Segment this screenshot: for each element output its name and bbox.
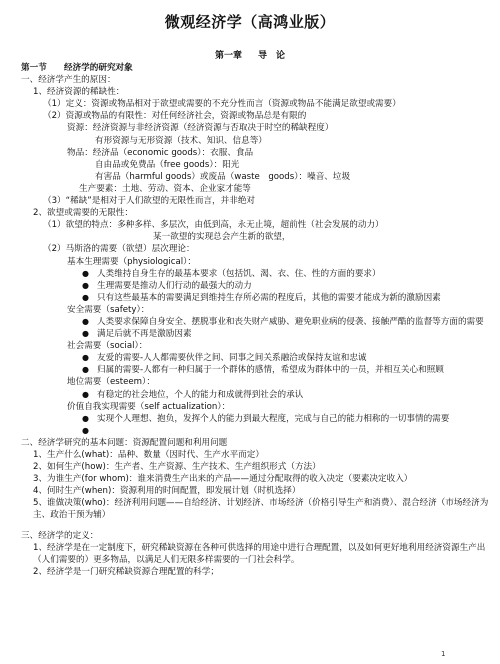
section-heading: 第一节 经济学的研究对象 (21, 63, 133, 73)
heading-1-1: 1、经济资源的稀缺性： (33, 87, 125, 98)
need-level-heading: 价值自我实现需要（self actualization）： (67, 401, 231, 412)
bullet-item: ● 归属的需要-人都有一种归属于一个群体的感情，希望成为群体中的一员，并相互关心和照顾 (21, 364, 489, 376)
bullet-item: ● 人类维持自身生存的最基本要求（包括饥、渴、衣、住、性的方面的要求） (21, 268, 489, 280)
page-number: 1 (441, 650, 446, 658)
empty-bullet-item (21, 425, 489, 437)
heading-3: 三、经济学的定义： (21, 530, 99, 541)
text-line: 3、为谁生产(for whom)：谁来消费生产出来的产品——通过分配取得的收入决定（要素决定收入） (33, 474, 413, 485)
chapter-name: 导 论 (258, 51, 286, 61)
text-line: 某一欲望的实现总会产生新的欲望， (153, 232, 291, 243)
text-line: 4、何时生产(when)：资源利用的时间配置，即发展计划（时机选择） (33, 486, 301, 497)
text-line: 有害品（harmful goods）或废品（waste goods）：噪音、垃圾 (95, 171, 351, 182)
bullet-item: ● 人类要求保障自身安全、摆脱事业和丧失财产威胁、避免职业病的侵袭、接触严酷的监督等方面的需要 (21, 316, 489, 328)
text-line: （1）定义：资源或物品相对于欲望或需要的不充分性而言（资源或物品不能满足欲望或需要） (43, 99, 401, 110)
need-level-heading: 安全需要（safety）： (67, 304, 150, 315)
need-level-heading: 地位需要（esteem）： (67, 377, 155, 388)
heading-1-2: 2、欲望或需要的无限性： (33, 208, 133, 219)
text-line: 2、经济学是一门研究稀缺资源合理配置的科学； (33, 566, 219, 577)
need-level-heading: 社会需要（social）： (67, 341, 148, 352)
chapter-number: 第一章 (214, 51, 242, 61)
text-line: 物品：经济品（economic goods）：衣服、食品 (67, 147, 254, 158)
text-line: 2、如何生产(how)：生产者、生产资源、生产技术、生产组织形式（方法） (33, 462, 321, 473)
text-line: 5、谁做决策(who)：经济利用问题——自给经济、计划经济、市场经济（价格引导生产和消费）、混合经济（市场经济为主、政治干预为辅） (33, 498, 489, 521)
text-line: （2）马斯洛的需要（欲望）层次理论： (43, 244, 195, 255)
text-line: （1）欲望的特点：多种多样、多层次，由低到高，永无止境，超前性（社会发展的动力） (43, 220, 384, 231)
bullet-item: ● 只有这些最基本的需要满足到维持生存所必需的程度后，其他的需要才能成为新的激励因素 (21, 292, 489, 304)
bullet-item: ● 实现个人理想、抱负，发挥个人的能力到最大程度，完成与自己的能力相称的一切事情的需要 (21, 413, 489, 425)
spacer (21, 522, 489, 530)
text-line: （2）资源或物品的有限性：对任何经济社会，资源或物品总是有限的 (43, 111, 307, 122)
text-line: 1、生产什么(what)：品种、数量（因时代、生产水平而定） (33, 450, 264, 460)
chapter-heading (0, 50, 500, 62)
text-line: （3）“稀缺”是相对于人们欲望的无限性而言，并非绝对 (43, 196, 256, 207)
need-level-heading: 基本生理需要（physiological）： (67, 256, 197, 267)
text-line: 1、经济学是在一定制度下，研究稀缺资源在各种可供选择的用途中进行合理配置，以及如何更好地利用经济资源生产出（人们需要的）更多物品，以满足人们无限多样需要的一门社会科学。 (33, 542, 486, 565)
text-line: 自由品或免费品（free goods）：阳光 (95, 159, 240, 170)
text-line: 资源：经济资源与非经济资源（经济资源与否取决于时空的稀缺程度） (67, 123, 334, 134)
heading-1: 一、经济学产生的原因： (21, 75, 116, 86)
bullet-item: ● 满足后就不再是激励因素 (21, 328, 489, 340)
bullet-item: ● 友爱的需要-人人都需要伙伴之间、同事之间关系融洽或保持友谊和忠诚 (21, 352, 489, 364)
document-title: 微观经济学（高鸿业版） (164, 13, 336, 31)
heading-2: 二、经济学研究的基本问题：资源配置问题和利用问题 (21, 437, 228, 448)
bullet-item: ● 生理需要是推动人们行动的最强大的动力 (21, 280, 489, 292)
document-body (21, 62, 489, 578)
bullet-item: ● 有稳定的社会地位，个人的能力和成就得到社会的承认 (21, 389, 489, 401)
text-line: 有形资源与无形资源（技术、知识、信息等） (95, 135, 267, 146)
text-line: 生产要素：土地、劳动、资本、企业家才能等 (79, 183, 251, 194)
